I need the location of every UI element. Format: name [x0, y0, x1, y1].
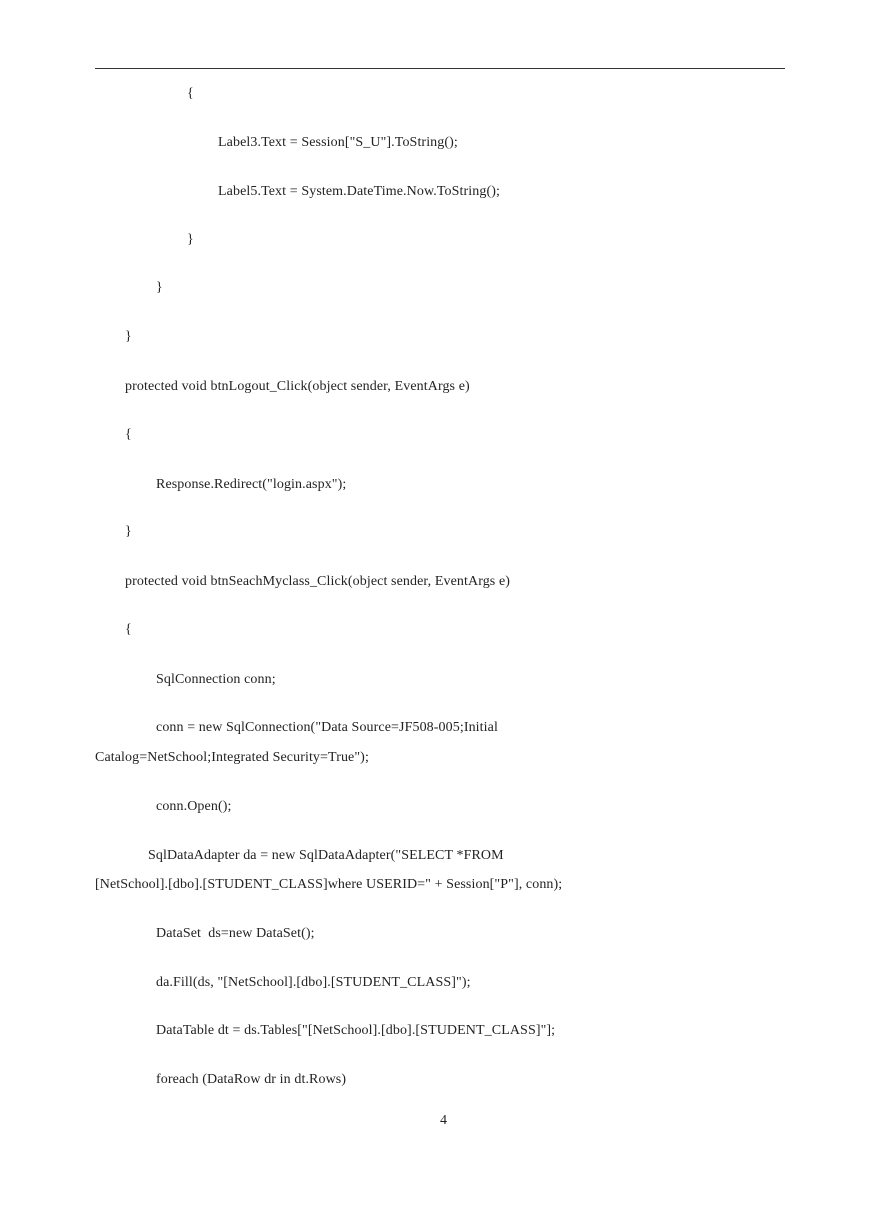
code-line: Response.Redirect("login.aspx"); [156, 477, 347, 492]
code-line: DataSet ds=new DataSet(); [156, 926, 315, 941]
code-line: Label5.Text = System.DateTime.Now.ToString(); [218, 184, 500, 199]
code-line: Catalog=NetSchool;Integrated Security=True"); [95, 750, 369, 765]
code-line: da.Fill(ds, "[NetSchool].[dbo].[STUDENT_CLASS]"); [156, 975, 471, 990]
code-line: SqlDataAdapter da = new SqlDataAdapter("SELECT *FROM [148, 848, 504, 863]
code-line: protected void btnSeachMyclass_Click(object sender, EventArgs e) [125, 574, 511, 589]
code-line: } [156, 280, 163, 295]
header-rule [95, 68, 785, 69]
code-line: DataTable dt = ds.Tables["[NetSchool].[dbo].[STUDENT_CLASS]"]; [156, 1023, 556, 1038]
code-line: { [125, 622, 132, 637]
code-line: } [125, 329, 132, 344]
page-number: 4 [440, 1113, 447, 1128]
code-line: foreach (DataRow dr in dt.Rows) [156, 1072, 347, 1087]
code-line: { [187, 86, 194, 101]
code-line: protected void btnLogout_Click(object sender, EventArgs e) [125, 379, 470, 394]
code-line: conn = new SqlConnection("Data Source=JF508-005;Initial [156, 720, 498, 735]
code-line: SqlConnection conn; [156, 672, 276, 687]
code-line: { [125, 427, 132, 442]
code-line: conn.Open(); [156, 799, 232, 814]
code-line: } [125, 524, 132, 539]
code-line: } [187, 232, 194, 247]
code-line: Label3.Text = Session["S_U"].ToString(); [218, 135, 458, 150]
code-line: [NetSchool].[dbo].[STUDENT_CLASS]where USERID=" + Session["P"], conn); [95, 877, 563, 892]
